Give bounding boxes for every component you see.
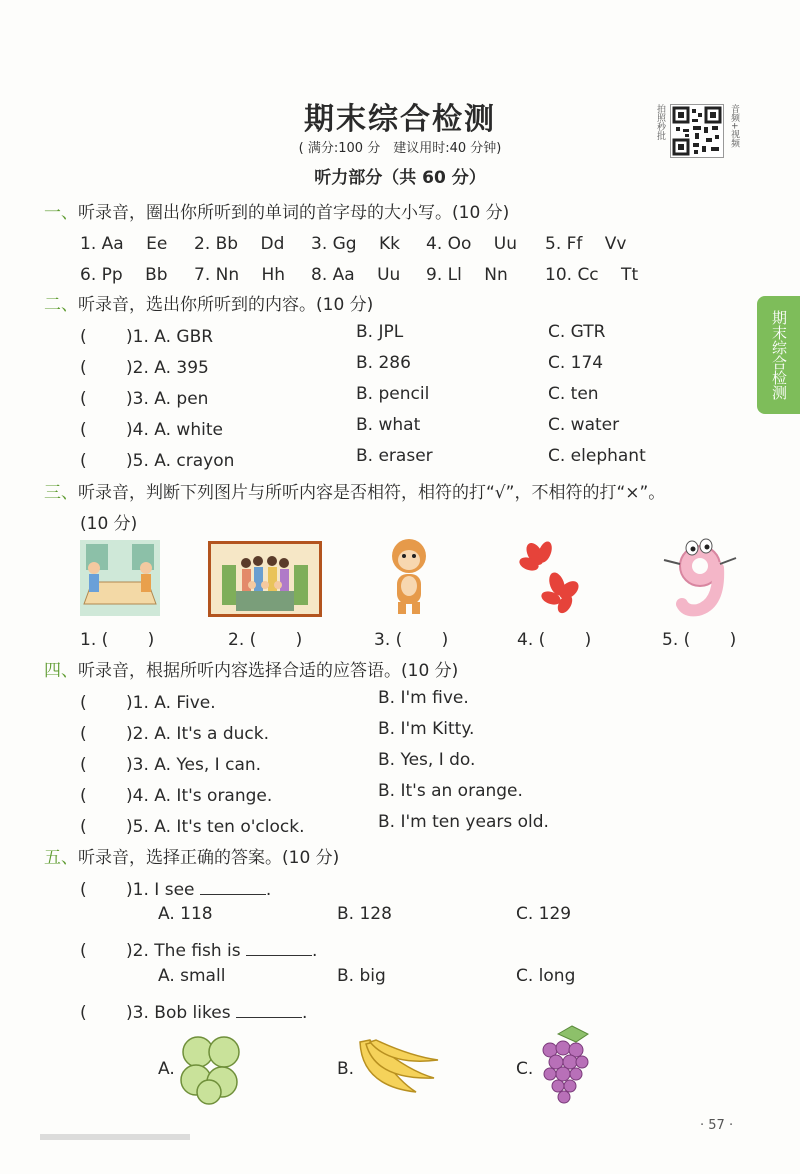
s2-q4-c: C. water xyxy=(548,415,620,435)
s5-q1-b: B. 128 xyxy=(337,904,392,924)
s1-item-3: 3. Gg Kk xyxy=(311,234,400,254)
s4-q3: ( )3. A. Yes, I can. xyxy=(80,755,262,775)
s4-q4-b: B. It's an orange. xyxy=(378,781,523,801)
page-title: 期末综合检测 xyxy=(304,102,496,137)
s1-item-10: 10. Cc Tt xyxy=(545,265,639,285)
picture-monkey xyxy=(384,536,434,618)
chapter-side-tab: 期末综合检测 xyxy=(757,296,800,414)
section-1-heading: 一、听录音，圈出你所听到的单词的首字母的大小写。(10 分) xyxy=(44,203,510,223)
s3-label-1: 1. ( ) xyxy=(80,630,155,650)
footer-mark xyxy=(40,1134,190,1140)
picture-two-kids-table xyxy=(78,538,162,618)
s2-q2-c: C. 174 xyxy=(548,353,604,373)
s2-q5: ( )5. A. crayon xyxy=(80,451,235,471)
page-number: · 57 · xyxy=(700,1118,734,1133)
s2-q1-c: C. GTR xyxy=(548,322,606,342)
s2-q5-b: B. eraser xyxy=(356,446,433,466)
s3-label-3: 3. ( ) xyxy=(374,630,449,650)
s1-item-9: 9. Ll Nn xyxy=(426,265,508,285)
s1-item-8: 8. Aa Uu xyxy=(311,265,401,285)
s1-item-7: 7. Nn Hh xyxy=(194,265,286,285)
section-2-heading: 二、听录音，选出你所听到的内容。(10 分) xyxy=(44,295,374,315)
s4-q4: ( )4. A. It's orange. xyxy=(80,786,273,806)
section-3-heading: 三、听录音，判断下列图片与所听内容是否相符，相符的打“√”，不相符的打“×”。 xyxy=(44,483,666,503)
s1-item-2: 2. Bb Dd xyxy=(194,234,285,254)
section-4-heading: 四、听录音，根据所听内容选择合适的应答语。(10 分) xyxy=(44,661,459,681)
s5-q2: ( )2. The fish is . xyxy=(80,941,318,961)
s3-label-4: 4. ( ) xyxy=(517,630,592,650)
s2-q3-c: C. ten xyxy=(548,384,599,404)
s2-q3: ( )3. A. pen xyxy=(80,389,209,409)
qr-left-caption: 拍照秒批 xyxy=(655,104,665,140)
s3-label-5: 5. ( ) xyxy=(662,630,737,650)
s4-q5-b: B. I'm ten years old. xyxy=(378,812,549,832)
picture-red-flowers xyxy=(515,540,587,616)
s4-q2-b: B. I'm Kitty. xyxy=(378,719,475,739)
section-5-heading: 五、听录音，选择正确的答案。(10 分) xyxy=(44,848,340,868)
exam-info: ( 满分:100 分 建议用时:40 分钟) xyxy=(298,141,502,156)
answer-blank xyxy=(236,1003,302,1018)
picture-number-nine xyxy=(658,534,742,618)
picture-bananas xyxy=(356,1036,440,1098)
s5-q2-b: B. big xyxy=(337,966,386,986)
section-3-score: (10 分) xyxy=(80,514,138,534)
s5-q3: ( )3. Bob likes . xyxy=(80,1003,308,1023)
answer-blank xyxy=(200,880,266,895)
s5-q1: ( )1. I see . xyxy=(80,880,272,900)
s5-q1-c: C. 129 xyxy=(516,904,572,924)
s2-q3-b: B. pencil xyxy=(356,384,430,404)
picture-family-photo xyxy=(208,541,322,617)
s2-q1-b: B. JPL xyxy=(356,322,404,342)
s5-q3-c: C. xyxy=(516,1059,534,1079)
s4-q1: ( )1. A. Five. xyxy=(80,693,216,713)
s5-q2-c: C. long xyxy=(516,966,576,986)
qr-right-caption: 音频+视频 xyxy=(729,104,739,148)
s5-q3-b: B. xyxy=(337,1059,355,1079)
s2-q2-b: B. 286 xyxy=(356,353,411,373)
s2-q4: ( )4. A. white xyxy=(80,420,223,440)
s2-q2: ( )2. A. 395 xyxy=(80,358,209,378)
s1-item-5: 5. Ff Vv xyxy=(545,234,627,254)
qr-code[interactable] xyxy=(670,104,724,158)
s1-item-1: 1. Aa Ee xyxy=(80,234,168,254)
picture-grapes xyxy=(536,1024,592,1106)
s4-q5: ( )5. A. It's ten o'clock. xyxy=(80,817,305,837)
s2-q5-c: C. elephant xyxy=(548,446,646,466)
s5-q1-a: A. 118 xyxy=(158,904,213,924)
s1-item-4: 4. Oo Uu xyxy=(426,234,518,254)
s1-item-6: 6. Pp Bb xyxy=(80,265,168,285)
s4-q3-b: B. Yes, I do. xyxy=(378,750,476,770)
s5-q2-a: A. small xyxy=(158,966,226,986)
s3-label-2: 2. ( ) xyxy=(228,630,303,650)
s5-q3-a: A. xyxy=(158,1059,175,1079)
s4-q2: ( )2. A. It's a duck. xyxy=(80,724,270,744)
picture-apples xyxy=(178,1030,244,1106)
listening-part-heading: 听力部分（共 60 分） xyxy=(314,168,486,188)
answer-blank xyxy=(246,941,312,956)
s4-q1-b: B. I'm five. xyxy=(378,688,469,708)
s2-q1: ( )1. A. GBR xyxy=(80,327,214,347)
s2-q4-b: B. what xyxy=(356,415,421,435)
